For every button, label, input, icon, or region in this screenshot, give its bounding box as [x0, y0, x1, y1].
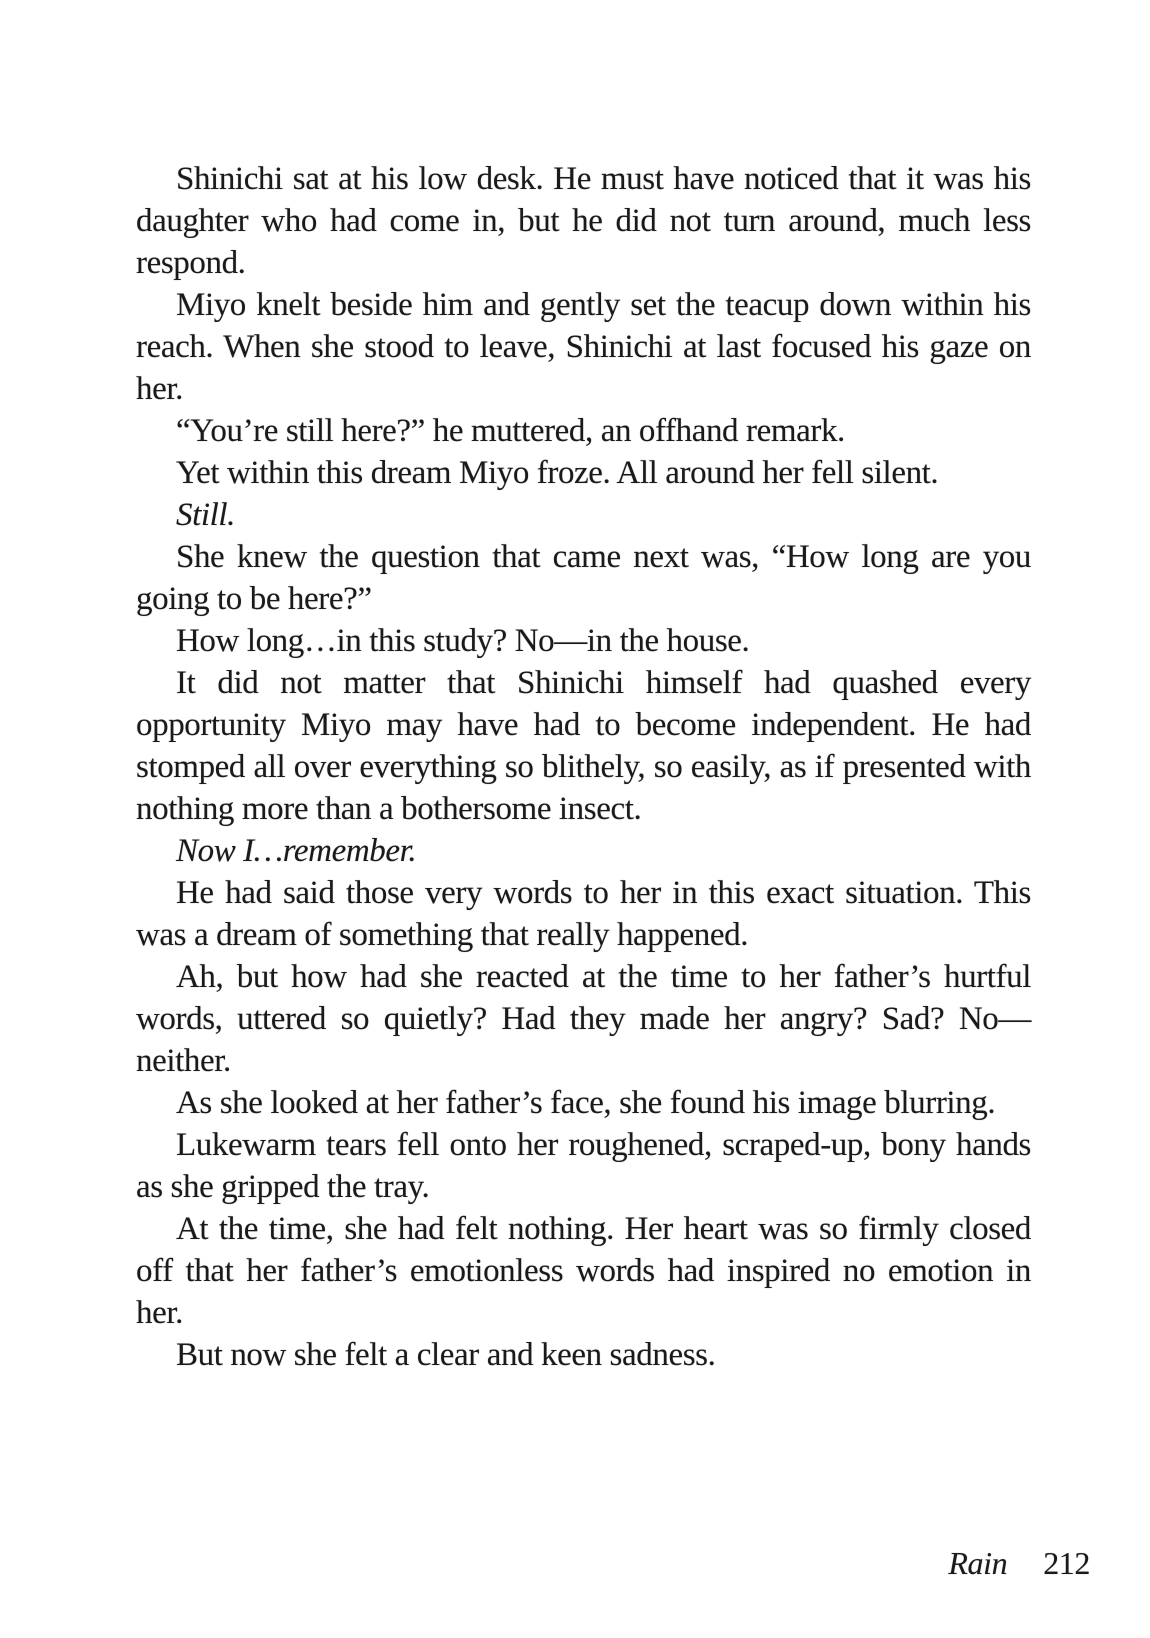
paragraph: Miyo knelt beside him and gently set the teacup down within his reach. When she stood to leave, Shinichi at last focused his gaze on her. — [136, 287, 1031, 407]
page-footer — [948, 1542, 1090, 1584]
running-title: Rain — [948, 1545, 1008, 1581]
paragraph: She knew the question that came next was, “How long are you going to be here?” — [136, 539, 1031, 617]
paragraph: “You’re still here?” he muttered, an offhand remark. — [176, 413, 845, 449]
paragraph: Lukewarm tears fell onto her roughened, scraped-up, bony hands as she gripped the tray. — [136, 1127, 1031, 1205]
paragraph: Ah, but how had she reacted at the time to her father’s hurtful words, uttered so quietly? Had they made her angry? Sad? No—neither. — [136, 959, 1031, 1079]
paragraph: It did not matter that Shinichi himself had quashed every opportunity Miyo may have had to become independent. He had stomped all over everything so blithely, so easily, as if presented with nothing more than a bothersome insect. — [136, 665, 1031, 827]
paragraph: Yet within this dream Miyo froze. All around her fell silent. — [176, 455, 939, 491]
paragraph: Still. — [176, 497, 236, 533]
paragraph: Shinichi sat at his low desk. He must have noticed that it was his daughter who had come in, but he did not turn around, much less respond. — [136, 161, 1031, 281]
page-number: 212 — [1043, 1545, 1090, 1581]
paragraph: He had said those very words to her in this exact situation. This was a dream of something that really happened. — [136, 875, 1031, 953]
paragraph: How long…in this study? No—in the house. — [176, 623, 750, 659]
paragraph: But now she felt a clear and keen sadness. — [176, 1337, 716, 1373]
paragraph: At the time, she had felt nothing. Her heart was so firmly closed off that her father’s emotionless words had inspired no emotion in her. — [136, 1211, 1031, 1331]
paragraph: As she looked at her father’s face, she found his image blurring. — [176, 1085, 996, 1121]
text-column — [136, 158, 1031, 1376]
paragraph: Now I…remember. — [176, 833, 417, 869]
